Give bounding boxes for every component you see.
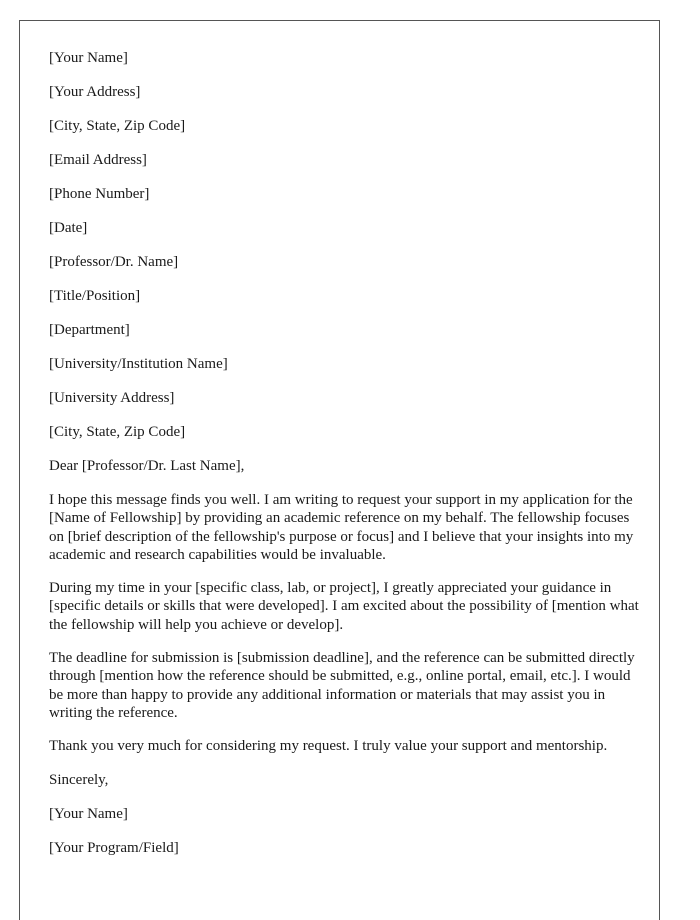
recipient-name: [Professor/Dr. Name] <box>49 254 179 270</box>
recipient-title: [Title/Position] <box>49 288 141 304</box>
sender-address: [Your Address] <box>49 84 141 100</box>
letter-page <box>19 20 660 920</box>
signature-program: [Your Program/Field] <box>49 839 179 856</box>
salutation: Dear [Professor/Dr. Last Name], <box>49 458 245 474</box>
recipient-department: [Department] <box>49 322 130 338</box>
recipient-city-state-zip: [City, State, Zip Code] <box>49 424 186 440</box>
sender-email: [Email Address] <box>49 152 147 168</box>
recipient-institution: [University/Institution Name] <box>49 356 228 372</box>
letter-date: [Date] <box>49 220 88 236</box>
body-paragraph-thanks: Thank you very much for considering my request. I truly value your support and mentorship. <box>49 738 608 755</box>
letter-content <box>49 49 639 873</box>
recipient-address: [University Address] <box>49 390 175 406</box>
signature-name: [Your Name] <box>49 805 128 822</box>
body-paragraph-experience: During my time in your [specific class, lab, or project], I greatly appreciated your guidance in [specific details or skills that were developed]. I am excited about the possibility of [mention what the fellowship will help you achieve or develop]. <box>49 580 639 633</box>
sender-phone: [Phone Number] <box>49 186 150 202</box>
valediction: Sincerely, <box>49 771 109 788</box>
sender-city-state-zip: [City, State, Zip Code] <box>49 118 186 134</box>
body-paragraph-deadline: The deadline for submission is [submission deadline], and the reference can be submitted directly through [mention how the reference should be submitted, e.g., online portal, email, etc.]. I would be more than happy to provide any additional information or materials that may assist you in writing the reference. <box>49 650 635 721</box>
sender-name: [Your Name] <box>49 50 128 66</box>
body-paragraph-intro: I hope this message finds you well. I am writing to request your support in my application for the [Name of Fellowship] by providing an academic reference on my behalf. The fellowship focuses on [brief description of the fellowship's purpose or focus] and I believe that your insights into my academic and research capabilities would be invaluable. <box>49 492 634 563</box>
